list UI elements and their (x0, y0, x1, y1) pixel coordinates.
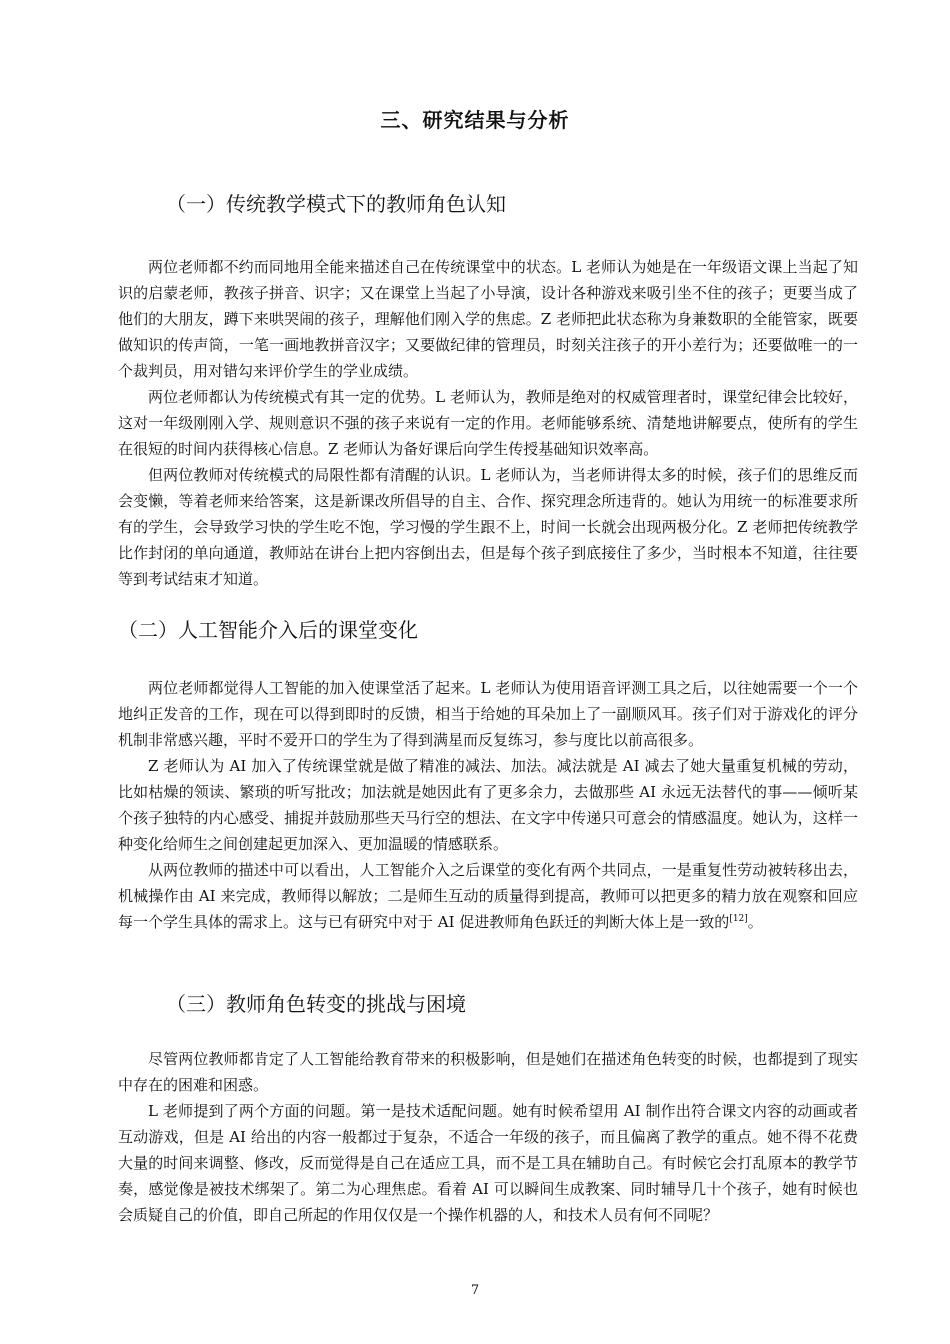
citation-reference[interactable]: [12] (729, 914, 748, 924)
section-body-2 (118, 675, 858, 935)
section-body-1 (118, 254, 858, 592)
section-body-3 (118, 1046, 858, 1228)
paragraph: 两位老师都觉得人工智能的加入使课堂活了起来。L 老师认为使用语音评测工具之后，以往她需要一个一个地纠正发音的工作，现在可以得到即时的反馈，相当于给她的耳朵加上了一副顺风耳。孩子们对于游戏化的评分机制非常感兴趣，平时不爱开口的学生为了得到满星而反复练习，参与度比以前高很多。 (118, 679, 858, 749)
section-title-2: （二）人工智能介入后的课堂变化 (118, 618, 418, 642)
paragraph (118, 857, 858, 935)
paragraph: 尽管两位教师都肯定了人工智能给教育带来的积极影响，但是她们在描述角色转变的时候，也都提到了现实中存在的困难和困惑。 (118, 1050, 858, 1094)
paragraph: 两位老师都不约而同地用全能来描述自己在传统课堂中的状态。L 老师认为她是在一年级语文课上当起了知识的启蒙老师，教孩子拼音、识字；又在课堂上当起了小导演，设计各种游戏来吸引坐不住的孩子；更要当成了他们的大朋友，蹲下来哄哭闹的孩子，理解他们刚入学的焦虑。Z 老师把此状态称为身兼数职的全能管家，既要做知识的传声筒，一笔一画地教拼音汉字；又要做纪律的管理员，时刻关注孩子的开小差行为；还要做唯一的一个裁判员，用对错勾来评价学生的学业成绩。 (118, 258, 858, 380)
paragraph: 但两位教师对传统模式的局限性都有清醒的认识。L 老师认为，当老师讲得太多的时候，孩子们的思维反而会变懒，等着老师来给答案，这是新课改所倡导的自主、合作、探究理念所违背的。她认为用统一的标准要求所有的学生，会导致学习快的学生吃不饱，学习慢的学生跟不上，时间一长就会出现两极分化。Z 老师把传统教学比作封闭的单向通道，教师站在讲台上把内容倒出去，但是每个孩子到底接住了多少，当时根本不知道，往往要等到考试结束才知道。 (118, 466, 858, 588)
paragraph-end: 。 (747, 913, 763, 931)
paragraph: Z 老师认为 AI 加入了传统课堂就是做了精准的减法、加法。减法就是 AI 减去了她大量重复机械的劳动，比如枯燥的领读、繁琐的听写批改；加法就是她因此有了更多余力，去做那些 AI 永远无法替代的事——倾听某个孩子独特的内心感受、捕捉并鼓励那些天马行空的想法、在文字中传递只可意会的情感温度。她认为，这样一种变化给师生之间创建起更加深入、更加温暖的情感联系。 (118, 757, 858, 853)
paragraph: L 老师提到了两个方面的问题。第一是技术适配问题。她有时候希望用 AI 制作出符合课文内容的动画或者互动游戏，但是 AI 给出的内容一般都过于复杂，不适合一年级的孩子，而且偏离了教学的重点。她不得不花费大量的时间来调整、修改，反而觉得是自己在适应工具，而不是工具在辅助自己。有时候它会打乱原本的教学节奏，感觉像是被技术绑架了。第二为心理焦虑。看着 AI 可以瞬间生成教案、同时辅导几十个孩子，她有时候也会质疑自己的价值，即自己所起的作用仅仅是一个操作机器的人，和技术人员有何不同呢？ (118, 1102, 858, 1224)
page-number: 7 (470, 1283, 480, 1298)
chapter-heading: 三、研究结果与分析 (380, 108, 570, 132)
paragraph-text: 从两位教师的描述中可以看出，人工智能介入之后课堂的变化有两个共同点，一是重复性劳动被转移出去，机械操作由 AI 来完成，教师得以解放；二是师生互动的质量得到提高，教师可以把更多的精力放在观察和回应每一个学生具体的需求上。这与已有研究中对于 AI 促进教师角色跃迁的判断大体上是一致的 (118, 861, 858, 931)
section-title-1: （一）传统教学模式下的教师角色认知 (166, 192, 506, 216)
section-title-3: （三）教师角色转变的挑战与困境 (166, 992, 466, 1016)
paragraph: 两位老师都认为传统模式有其一定的优势。L 老师认为，教师是绝对的权威管理者时，课堂纪律会比较好，这对一年级刚刚入学、规则意识不强的孩子来说有一定的作用。老师能够系统、清楚地讲解要点，使所有的学生在很短的时间内获得核心信息。Z 老师认为备好课后向学生传授基础知识效率高。 (118, 388, 858, 458)
